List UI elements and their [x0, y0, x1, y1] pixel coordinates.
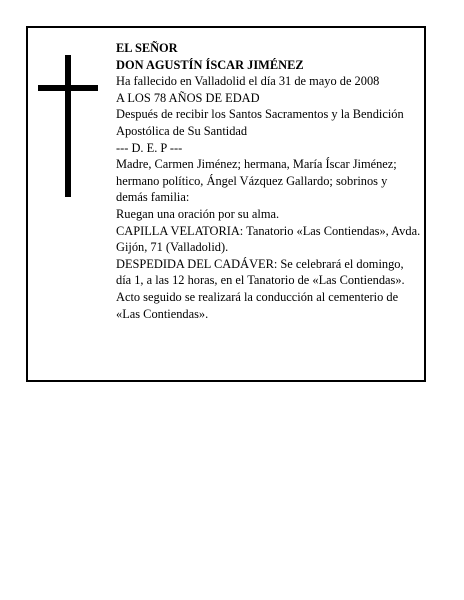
obituary-notice: [26, 26, 426, 382]
chapel-info: CAPILLA VELATORIA: Tanatorio «Las Contiendas», Avda. Gijón, 71 (Valladolid).: [116, 223, 421, 255]
prayer-request: Ruegan una oración por su alma.: [116, 206, 280, 221]
family-list: Madre, Carmen Jiménez; hermana, María Íscar Jiménez; hermano político, Ángel Vázquez Gallardo; sobrinos y demás familia:: [116, 157, 397, 205]
death-statement: Ha fallecido en Valladolid el día 31 de mayo de 2008: [116, 74, 380, 89]
farewell-info: DESPEDIDA DEL CADÁVER: Se celebrará el domingo, día 1, a las 12 horas, en el Tanatorio de «Las Contiendas». Acto seguido se realizará la conducción al cementerio de «Las Contiendas».: [116, 256, 405, 321]
title-line-1: EL SEÑOR: [116, 41, 178, 55]
obituary-text: [116, 40, 421, 322]
sacraments-statement: Después de recibir los Santos Sacramentos y la Bendición Apostólica de Su Santidad: [116, 107, 404, 138]
deceased-name: DON AGUSTÍN ÍSCAR JIMÉNEZ: [116, 57, 304, 72]
cross-horizontal-bar: [38, 85, 98, 91]
cross-icon: [38, 55, 98, 197]
age-statement: A LOS 78 AÑOS DE EDAD: [116, 90, 260, 105]
rip-line: --- D. E. P ---: [116, 140, 183, 155]
cross-vertical-bar: [65, 55, 71, 197]
